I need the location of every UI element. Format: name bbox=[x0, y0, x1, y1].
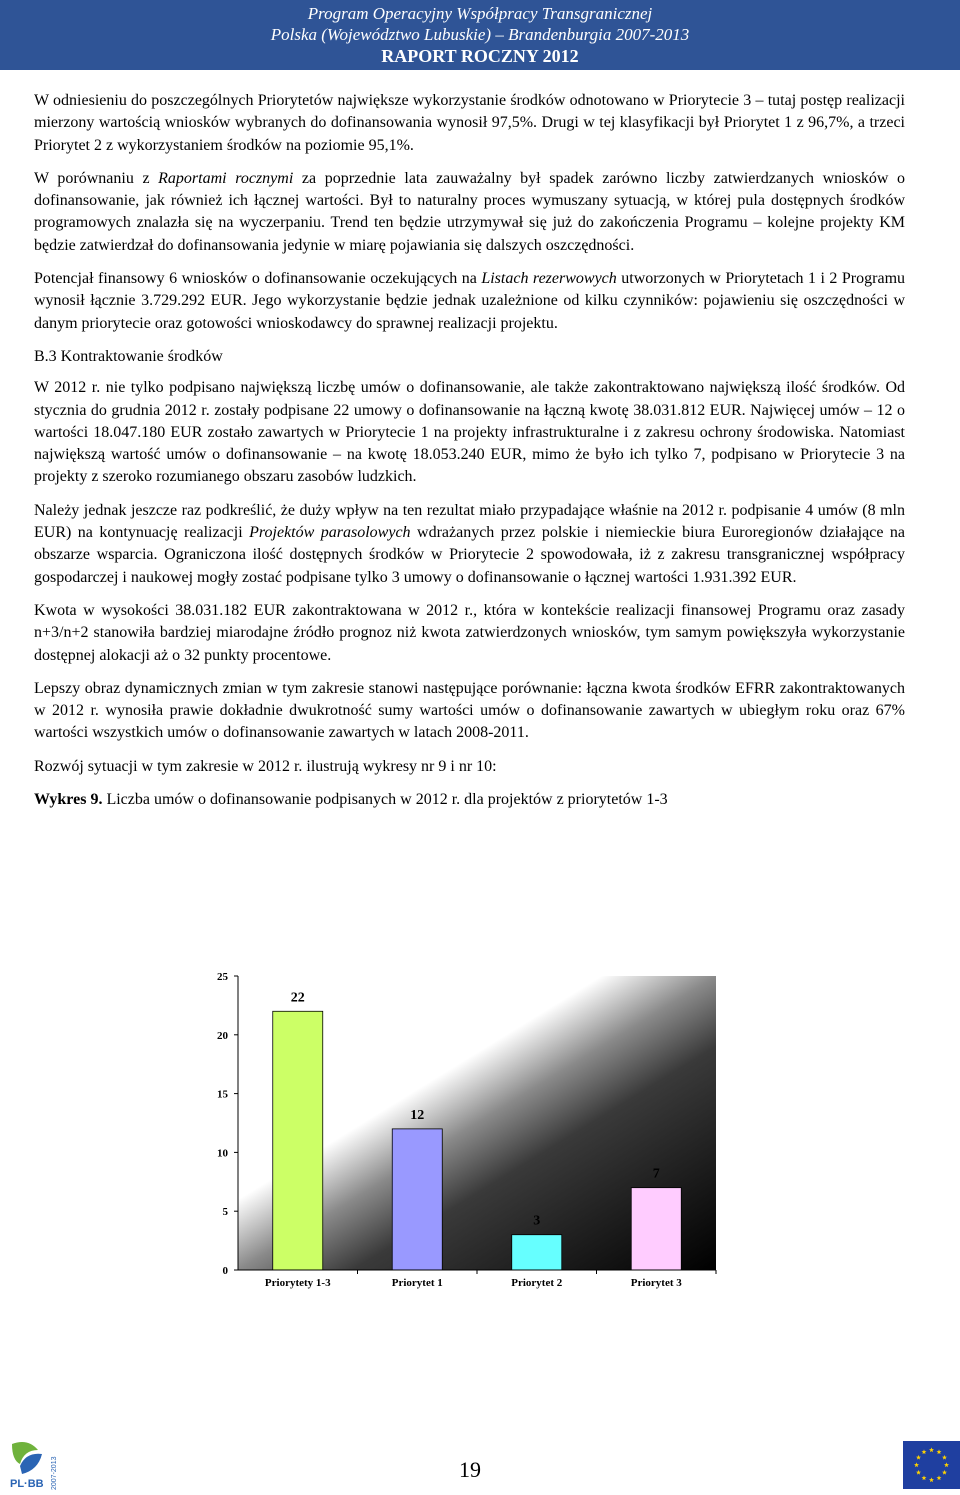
text-run: wdrażanych przez polskie i niemieckie biura Euroregionów działające na obszarze wsparcia. Ograniczona ilość dostępnych środków w Priorytecie 2 spowodowała, iż z zakresu transgranicznej współpracy gospodarczej i naukowej mogły zostać podpisane tylko 3 umowy o dofinansowanie o łącznej wartości 1.931.392 EUR. bbox=[34, 524, 905, 586]
bar-2 bbox=[392, 1129, 442, 1270]
chart-caption-text: Liczba umów o dofinansowanie podpisanych w 2012 r. dla projektów z priorytetów 1-3 bbox=[102, 791, 668, 809]
y-tick-label: 25 bbox=[217, 971, 228, 983]
paragraph-umbrella-projects bbox=[34, 500, 905, 589]
bar-value-label: 7 bbox=[652, 1166, 660, 1182]
bar-4 bbox=[631, 1188, 681, 1270]
text-run-italic: Raportami rocznymi bbox=[158, 169, 294, 187]
paragraph-priorities-usage: W odniesieniu do poszczególnych Priorytetów największe wykorzystanie środków odnotowano w Priorytecie 3 – tutaj postęp realizacji mierzony wartością wniosków wybranych do dofinansowania wynosił 97,5%. Drugi w tej klasyfikacji był Priorytet 1 z 96,7%, a trzeci Priorytet 2 z wykorzystaniem środków na poziomie 95,1%. bbox=[34, 92, 905, 154]
x-category-label: Priorytety 1-3 bbox=[264, 1277, 331, 1289]
bar-value-label: 22 bbox=[290, 990, 305, 1006]
text-run-italic: Listach rezerwowych bbox=[481, 270, 617, 288]
document-header bbox=[0, 0, 960, 70]
paragraph-contracted-amount: Kwota w wysokości 38.031.182 EUR zakontraktowana w 2012 r., która w kontekście realizacji finansowej Programu oraz zasady n+3/n+2 stanowiła bardziej miarodajne źródło prognoz niż kwota zatwierdzonych wniosków, tym samym powiększyła wykorzystanie dostępnej alokacji aż o 32 punkty procentowe. bbox=[34, 601, 905, 664]
logo-text: PL·BB bbox=[10, 1478, 44, 1490]
paragraph-annual-comparison bbox=[34, 168, 905, 257]
bar-1 bbox=[273, 1011, 323, 1270]
bar-3 bbox=[512, 1235, 562, 1270]
text-run: za poprzednie lata zauważalny był spadek zarówno liczby zatwierdzanych wniosków o dofinansowanie, jak również ich łącznej wartości. Był to naturalny proces wymuszany sytuacją, w której pula dostępnych środków programowych znalazła się na wyczerpaniu. Trend ten będzie utrzymywał się już do zakończenia Programu – kolejne projekty KM będzie zatwierdzał do dofinansowania jedynie w miarę pojawiania się dalszych oszczędności. bbox=[34, 169, 906, 254]
document-body bbox=[34, 90, 905, 811]
x-category-label: Priorytet 3 bbox=[630, 1277, 682, 1289]
y-tick-label: 15 bbox=[217, 1088, 228, 1101]
header-program-name: Program Operacyjny Współpracy Transgranicznej bbox=[307, 4, 653, 23]
x-category-label: Priorytet 2 bbox=[511, 1277, 563, 1289]
bar-value-label: 3 bbox=[533, 1213, 541, 1229]
section-heading: B.3 Kontraktowanie środków bbox=[34, 347, 223, 365]
text-run: Potencjał finansowy 6 wniosków o dofinansowanie oczekujących na bbox=[34, 270, 482, 288]
y-tick-label: 0 bbox=[222, 1265, 228, 1277]
header-program-region: Polska (Województwo Lubuskie) – Brandenburgia 2007-2013 bbox=[270, 25, 690, 44]
contracts-bar-chart bbox=[190, 962, 730, 1297]
paragraph-comparison: Lepszy obraz dynamicznych zmian w tym zakresie stanowi następujące porównanie: łączna kwota środków EFRR zakontraktowanych w 2012 r. wynosiła prawie dokładnie dwukrotność sumy wartości umów o dofinansowanie zawartych w ubiegłym roku oraz 67% wartości wszystkich umów o dofinansowanie zawartych w latach 2008-2011. bbox=[34, 679, 905, 742]
paragraph-charts-intro: Rozwój sytuacji w tym zakresie w 2012 r. ilustrują wykresy nr 9 i nr 10: bbox=[34, 757, 497, 775]
eu-flag-icon bbox=[903, 1441, 960, 1489]
x-category-label: Priorytet 1 bbox=[391, 1277, 443, 1289]
text-run: Należy jednak jeszcze raz podkreślić, że duży wpływ na ten rezultat miało przypadające właśnie na 2012 r. podpisanie 4 umów (8 mln EUR) na kontynuację realizacji bbox=[34, 501, 905, 542]
paragraph-contracts-2012: W 2012 r. nie tylko podpisano największą liczbę umów o dofinansowanie, ale także zakontraktowano największą ilość środków. Od stycznia do grudnia 2012 r. zostały podpisane 22 umowy o dofinansowanie na łączną kwotę 38.031.812 EUR. Najwięcej umów – 12 o wartości 18.047.180 EUR zostało zawartych w Priorytecie 1 na projekty infrastrukturalne i z zakresu ochrony środowiska. Natomiast największą wartość umów o dofinansowanie – na kwotę 18.053.240 EUR, mimo że było ich tylko 7, podpisano w Priorytecie 3 na projekty z szeroko rozumianego obszaru zasobów ludzkich. bbox=[34, 379, 905, 486]
program-logo bbox=[8, 1440, 64, 1492]
text-run-italic: Projektów parasolowych bbox=[249, 524, 411, 542]
text-run: utworzonych w Priorytetach 1 i 2 Programu wynosił łącznie 3.729.292 EUR. Jego wykorzystanie będzie jednak uzależnione od kilku czynników: pojawieniu się oszczędności w danym priorytecie oraz gotowości wnioskodawcy do sprawnej realizacji projektu. bbox=[34, 270, 906, 332]
chart-caption-label: Wykres 9. bbox=[34, 791, 103, 809]
page-number: 19 bbox=[459, 1457, 481, 1482]
y-tick-label: 20 bbox=[217, 1029, 228, 1042]
header-report-title: RAPORT ROCZNY 2012 bbox=[381, 46, 579, 66]
text-run: W porównaniu z bbox=[34, 169, 159, 187]
bar-value-label: 12 bbox=[410, 1107, 425, 1123]
paragraph-reserve-lists bbox=[34, 268, 905, 335]
y-tick-label: 5 bbox=[222, 1206, 228, 1219]
logo-years: 2007-2013 bbox=[51, 1456, 58, 1490]
chart-caption bbox=[34, 789, 905, 811]
y-tick-label: 10 bbox=[217, 1147, 228, 1160]
